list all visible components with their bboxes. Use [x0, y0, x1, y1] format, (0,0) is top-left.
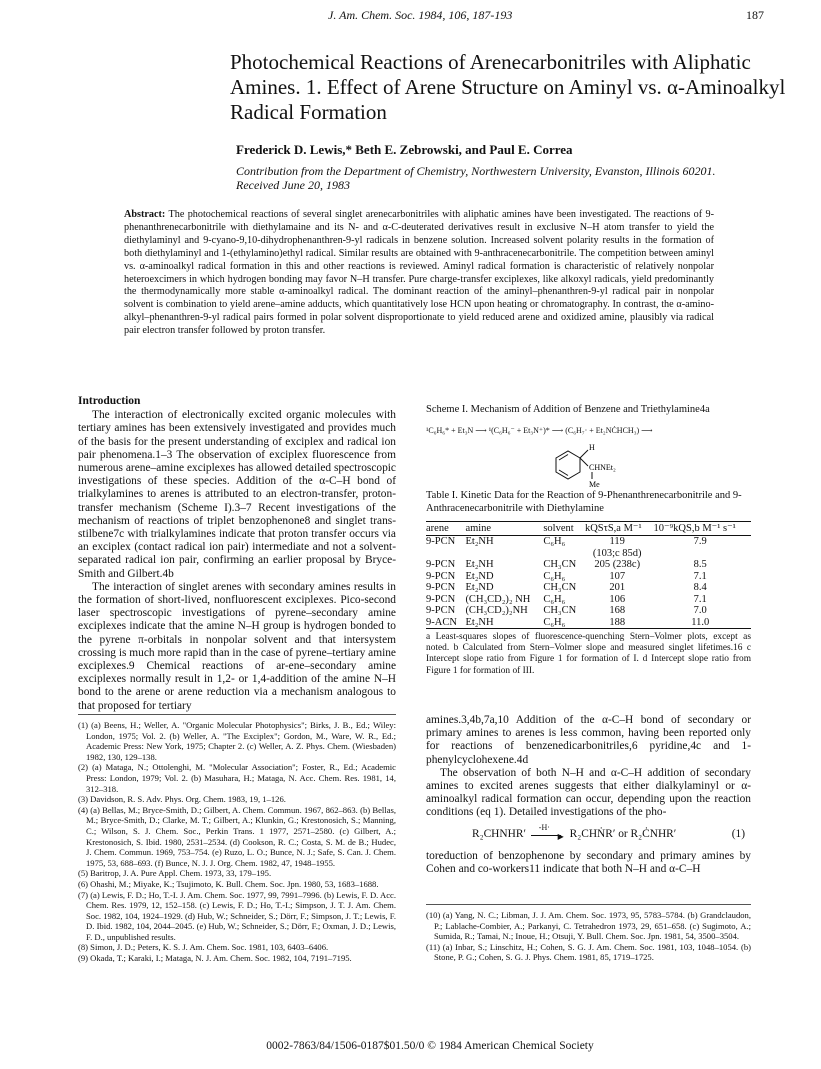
table-cell-k: 119 [609, 536, 625, 547]
table-cell-solvent [543, 548, 585, 560]
footnote: (11) (a) Inbar, S.; Linschitz, H.; Cohen, S. G. J. Am. Chem. Soc. 1981, 103, 1048–1054. (b) Stone, P. G.; Cohen, S. G. J. Phys. Chem. 1981, 85, 1719–1725. [426, 941, 751, 963]
table-cell-k: (103;c 85d) [592, 547, 642, 559]
scheme-block [426, 404, 746, 489]
paragraph: The observation of both N–H and α-C–H addition of secondary amines to excited arenes suggests that either dialkylaminyl or α-aminoalkyl radical formation can occur, depending upon the reaction conditions (eq 1). Detailed investigations of the pho- [426, 766, 751, 819]
table-caption: Table I. Kinetic Data for the Reaction of 9-Phenanthrenecarbonitrile and 9-Anthracenecarbonitrile with Diethylamine [426, 490, 742, 514]
table-cell-k2: 7.0 [693, 605, 707, 616]
table-cell-k: 168 [609, 605, 626, 616]
table-cell-k: 107 [609, 570, 626, 582]
footnote: (2) (a) Mataga, N.; Ottolenghi, M. "Molecular Association"; Foster, R., Ed.; Academic Press: London, 1979; Vol. 2. (b) Masuhara, H.; Mataga, N. Acc. Chem. Res. 1981, 14, 312–318. [78, 762, 396, 794]
table-cell-k2: 7.1 [693, 570, 707, 582]
paragraph: The interaction of singlet arenes with secondary amines results in the formation of short-lived, nonfluorescent exciplexes. Pico-second laser spectroscopic investigations of pyrene–secondary amine exciplexes indicate that the amine N–H group is hydrogen bonded to the pyrene π-orbitals in nonpolar solvent and that intersystem crossing is much more rapid than in the case of pyrene–tertiary amine exciplexes.9 Chemical reactions of ar-ene–secondary amine exciplexes normally result in 1,2- or 1,4-addition of the amine N–H bond to the arene or arene reduction via a mechanism analogous to that proposed for tertiary [78, 580, 396, 712]
footnotes-left [78, 714, 396, 964]
table-cell-k: 188 [585, 617, 654, 629]
col-header: amine [465, 522, 543, 536]
table-notes: a Least-squares slopes of fluorescence-quenching Stern–Volmer plots, except as noted. b Calculated from Stern–Volmer slope and measured singlet lifetimes.16 c Intercept slope ratio from Figure 1 for formation of I. d Intercept slope ratio from Figure 1 for formation of III. [426, 632, 751, 676]
methyl-label: Me [589, 480, 600, 489]
footnote: (6) Ohashi, M.; Miyake, K.; Tsujimoto, K. Bull. Chem. Soc. Jpn. 1980, 53, 1683–1688. [78, 878, 379, 889]
journal-citation: J. Am. Chem. Soc. 1984, 106, 187-193 [328, 8, 513, 22]
table-cell-arene: 9-PCN [426, 582, 456, 593]
table-cell-arene: 9-ACN [426, 617, 465, 629]
table-cell-solvent: CH₃CN [543, 559, 577, 570]
table-cell-amine: Et₂ND [465, 570, 494, 582]
table-cell-amine: Et₂NH [465, 536, 494, 547]
table-row [426, 605, 751, 617]
scheme-caption: Scheme I. Mechanism of Addition of Benzene and Triethylamine4a [426, 404, 710, 415]
eq-arrow-label: -H· [538, 822, 550, 832]
affiliation: Contribution from the Department of Chemistry, Northwestern University, Evanston, Illinois 60201. Received June 20, 1983 [236, 164, 716, 192]
page-number: 187 [746, 8, 764, 22]
footnote: (10) (a) Yang, N. C.; Libman, J. J. Am. Chem. Soc. 1973, 95, 5783–5784. (b) Grandclaudon, P.; Lablache-Combier, A.; Parkanyi, C. Tetrahedron 1973, 29, 651–658. (c) Sugimoto, A.; Sumida, R.; Tamai, N.; Inoue, H.; Otsuji, Y. Bull. Chem. Soc. Jpn. 1981, 54, 3500–3504. [426, 910, 751, 942]
kinetic-data-table [426, 521, 751, 629]
table-cell-solvent: C₆H₆ [543, 536, 566, 547]
table-row [426, 548, 751, 560]
table-cell-amine: Et₂NH [465, 617, 543, 629]
table-cell-arene: 9-PCN [426, 559, 456, 570]
table-cell-solvent: CH₃CN [543, 582, 577, 593]
abstract-label: Abstract: [124, 209, 166, 220]
table-cell-arene: 9-PCN [426, 536, 456, 547]
col-header: kQSτS,a M⁻¹ [585, 522, 654, 536]
eq-number: (1) [731, 827, 745, 840]
table-cell-arene: 9-PCN [426, 593, 456, 605]
table-row [426, 582, 751, 594]
footnote: (7) (a) Lewis, F. D.; Ho, T.-I. J. Am. Chem. Soc. 1977, 99, 7991–7996. (b) Lewis, F. D. Acc. Chem. Res. 1979, 12, 152–158. (c) Lewis, F. D.; Ho, T.-I.; Simpson, J. T. J. Am. Chem. Soc. 1982, 104, 1924–1929. (d) Hub, W.; Schneider, S.; Dörr, F.; Simpson, J. T.; Lewis, F. D. Ibid. 1982, 104, 2044–2045. (e) Hub, W.; Schneider, S.; Dörr, F.; Oxman, J. D.; Lewis, F. D., unpublished results. [78, 889, 396, 942]
eq-arrow: -H· ▶ [531, 833, 565, 836]
paragraph: The interaction of electronically excited organic molecules with tertiary amines has been extensively investigated and provides much of the basis for the present understanding of exciplex and radical ion pair phenomena.1–3 The observation of exciplex fluorescence from numerous arene–amine exciplexes has allowed detailed spectroscopic investigations of these species. Addition of the α-C–H bond of trialkylamines to arenes is attributed to an electron-transfer, proton-transfer mechanism (Scheme I).3–7 Recent investigations of the mechanism of reactions of triplet benzophenone8 and singlet trans-stilbene7c with trialkylamines indicate that proton transfer occurs via an exciplex (contact radical ion pair) intermediate and not a solvent-separated radical ion pair, confirming an earlier proposal by Bryce-Smith and Gilbert.4b [78, 409, 396, 580]
table-cell-amine [465, 548, 543, 560]
table-cell-solvent: C₆H₆ [543, 593, 566, 605]
paragraph: amines.3,4b,7a,10 Addition of the α-C–H bond of secondary or primary amines to arenes is less common, having been reported only for reactions of benzenedicarbonitriles,6 pyridine,4c and 1-phenylcyclohexene.4d [426, 714, 751, 766]
author-list: Frederick D. Lewis,* Beth E. Zebrowski, and Paul E. Correa [236, 142, 573, 157]
table-cell-solvent: C₆H₆ [543, 570, 566, 582]
abstract-text: The photochemical reactions of several singlet arenecarbonitriles with aliphatic amines have been investigated. The reactions of 9-phenanthrenecarbonitrile with diethylamaine and its N- and α-C-deuterated derivatives result in exclusive N–H atom transfer to yield the diethylaminyl and 9-cyano-9,10-dihydrophenanthren-9-yl radicals in benzene solution. Increased solvent polarity results in the formation of both diethylaminyl and 1-(ethylamino)ethyl radical. Similar results are obtained with 9-anthracenecarbonitrile. The competition between aminyl vs. α-aminoalkyl radical formation in this and other reactions is reviewed. Aminyl radical formation is characteristic of relatively nonpolar heteroexcimers in which hydrogen bonding may favor N–H transfer. Pure charge-transfer exciplexes, like alkoxyl radicals, yield predominantly the thermodynamically more stable α-aminoalkyl radical. The dominant reaction of the aminyl–phenanthren-9-yl radical pair in nonpolar solvent is combination to yield arene–amine adducts, which quantitatively lose HCN upon heating or chromatography. In contrast, the α-amino-alkyl–phenanthren-9-yl radical pairs formed in polar solvent disproportionate to yield reduced arene and oxidized amine, plausibly via radical pair electron transfer followed by proton transfer. [124, 209, 714, 337]
table-row [426, 559, 751, 571]
col-header: 10⁻⁹kQS,b M⁻¹ s⁻¹ [653, 522, 751, 536]
table-cell-k: 205 (238c) [594, 559, 641, 570]
table-cell-amine: Et₂NH [465, 559, 494, 570]
footnote: (1) (a) Beens, H.; Weller, A. "Organic Molecular Photophysics"; Birks, J. B., Ed.; Wiley: London, 1975; Vol. 2. (b) Weller, A. "The Exciplex"; Gordon, M., Ware, W. R., Ed.; Academic Press: New York, 1975; Chapter 2. (c) Weller, A. Z. Phys. Chem. (Wiesbaden) 1982, 130, 129–138. [78, 720, 396, 762]
chnet2-label: CHNEt₂ [589, 463, 616, 472]
page-footer: 0002-7863/84/1506-0187$01.50/0 © 1984 American Chemical Society [266, 1040, 594, 1052]
abstract [124, 209, 714, 338]
body-text-right [426, 714, 751, 876]
paragraph: toreduction of benzophenone by secondary and primary amines by Cohen and co-workers11 indicate that both N–H and α-C–H [426, 849, 751, 875]
table-cell-k2 [653, 548, 751, 560]
table-row [426, 617, 751, 629]
article-title: Photochemical Reactions of Arenecarbonitriles with Aliphatic Amines. 1. Effect of Arene Structure on Aminyl vs. α-Aminoalkyl Radical Formation [230, 50, 786, 124]
footnote: (4) (a) Bellas, M.; Bryce-Smith, D.; Gilbert, A. Chem. Commun. 1967, 862–863. (b) Bellas, M.; Bryce-Smith, D.; Clarke, M. T.; Gilbert, A.; Klunkin, G.; Krestonosich, S.; Manning, C.; Wilson, S. J. Chem. Soc., Perkin Trans. 1 1977, 2571–2580. (c) Gilbert, A.; Krestonosich, S. Ibid. 1980, 2531–2534. (d) Cookson, R. C.; Costa, S. M. de B.; Hudec, J. Chem. Commun. 1969, 753–754. (e) Ruzo, L. O.; Bunce, N. J.; Safe, S. Can. J. Chem. 1975, 53, 688–693. (f) Bunce, N. J. J. Org. Chem. 1982, 47, 1948–1955. [78, 804, 396, 868]
equation-1 [426, 824, 751, 846]
hydrogen-label: H [589, 443, 595, 452]
table-cell-arene: 9-PCN [426, 605, 456, 616]
col-header: arene [426, 522, 465, 536]
footnote: (9) Okada, T.; Karaki, I.; Mataga, N. J. Am. Chem. Soc. 1982, 104, 7191–7195. [78, 953, 352, 964]
eq-products: R₂CHṄR′ or R₂ĊNHR′ [569, 827, 677, 840]
table-cell-k2: 11.0 [653, 617, 751, 629]
table-cell-k2: 7.1 [693, 593, 707, 605]
table-cell-solvent: C₆H₆ [543, 617, 585, 629]
table-cell-arene [426, 548, 465, 560]
table-cell-amine: Et₂ND [465, 582, 494, 593]
footnote: (8) Simon, J. D.; Peters, K. S. J. Am. Chem. Soc. 1981, 103, 6403–6406. [78, 942, 329, 953]
footnotes-right [426, 904, 751, 963]
table-cell-k2: 7.9 [693, 536, 707, 547]
table-row [426, 594, 751, 606]
col-header: solvent [543, 522, 585, 536]
table-cell-k: 201 [609, 582, 626, 593]
table-row [426, 571, 751, 583]
table-block [426, 490, 751, 677]
scheme-equation: ¹C₆H₆* + Et₃N ⟶ ¹(C₆H₆⁻ + Et₃N⁺)* ⟶ (C₆H₇· + Et₂NĊHCH₃) ⟶ [426, 426, 653, 435]
footnote: (5) Baritrop, J. A. Pure Appl. Chem. 1973, 33, 179–195. [78, 868, 272, 879]
table-cell-k2: 8.5 [693, 559, 707, 570]
table-cell-k: 106 [609, 593, 626, 605]
table-row [426, 536, 751, 548]
eq-reactant: R₂CHNHR′ [472, 827, 526, 840]
table-cell-solvent: CH₃CN [543, 605, 577, 616]
table-cell-amine: (CH₃CD₂)₂ NH [465, 593, 531, 605]
table-cell-amine: (CH₃CD₂)₂NH [465, 605, 528, 616]
table-cell-k2: 8.4 [693, 582, 707, 593]
footnote: (3) Davidson, R. S. Adv. Phys. Org. Chem. 1983, 19, 1–126. [78, 794, 286, 805]
table-cell-arene: 9-PCN [426, 570, 456, 582]
introduction-section [78, 395, 396, 713]
cyclohexadiene-structure [544, 438, 654, 493]
section-heading: Introduction [78, 395, 141, 407]
